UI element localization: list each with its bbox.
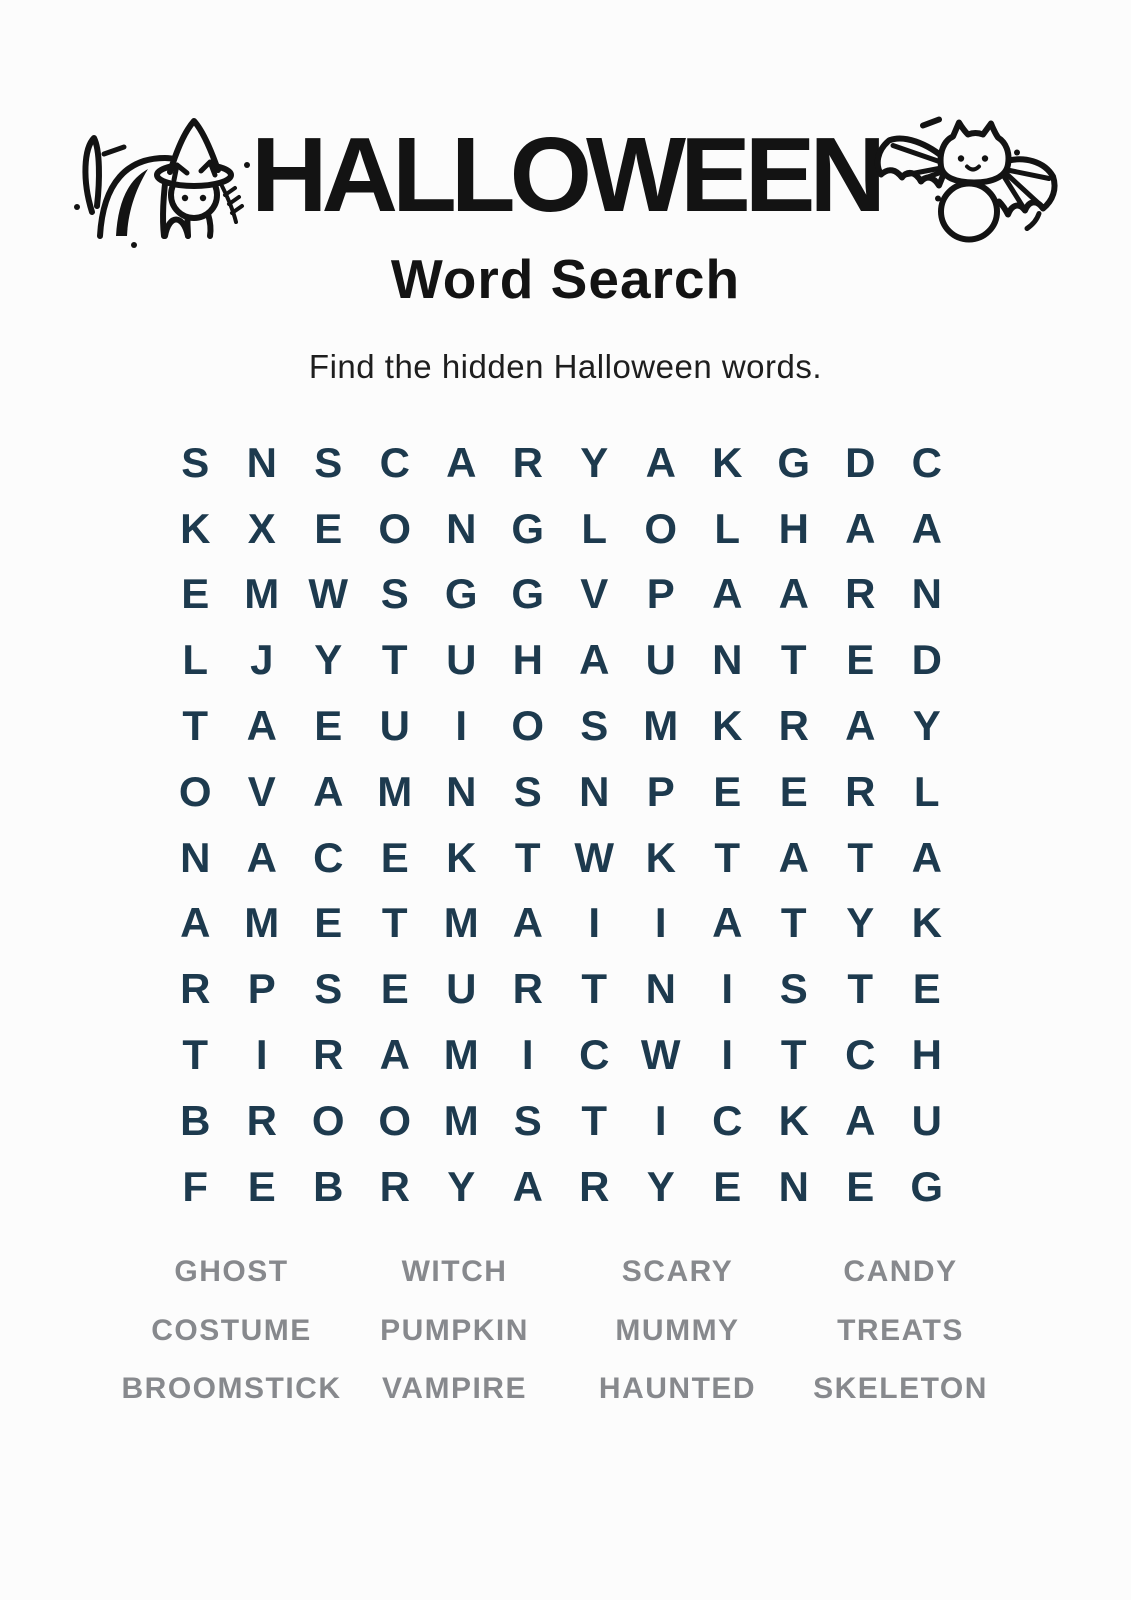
grid-cell: E — [713, 767, 742, 815]
grid-cell: O — [378, 504, 412, 552]
word-list-item: CANDY — [843, 1255, 958, 1289]
grid-cell: R — [180, 965, 211, 1013]
grid-cell: T — [780, 899, 807, 947]
grid-cell: U — [446, 965, 477, 1013]
grid-cell: P — [247, 965, 276, 1013]
grid-cell: E — [380, 965, 409, 1013]
grid-cell: A — [845, 1096, 876, 1144]
grid-cell: R — [246, 1096, 277, 1144]
instruction-text: Find the hidden Halloween words. — [308, 348, 823, 385]
word-list-item: GHOST — [174, 1255, 289, 1289]
grid-cell: M — [443, 1031, 479, 1079]
grid-cell: E — [779, 767, 808, 815]
grid-cell: W — [574, 833, 615, 881]
grid-cell: K — [712, 438, 743, 486]
grid-cell: O — [378, 1096, 412, 1144]
grid-cell: A — [911, 833, 942, 881]
grid-cell: A — [645, 438, 676, 486]
grid-cell: Y — [912, 702, 941, 750]
grid-cell: T — [381, 636, 408, 684]
grid-cell: G — [444, 570, 478, 618]
grid-cell: A — [712, 899, 743, 947]
grid-cell: W — [308, 570, 349, 618]
grid-cell: T — [581, 1096, 608, 1144]
word-list-item: SKELETON — [813, 1372, 988, 1406]
grid-cell: M — [643, 702, 679, 750]
grid-cell: A — [379, 1031, 410, 1079]
grid-cell: R — [512, 965, 543, 1013]
grid-cell: L — [182, 636, 209, 684]
grid-cell: T — [182, 1031, 209, 1079]
grid-cell: S — [314, 965, 343, 1013]
grid-cell: T — [581, 965, 608, 1013]
grid-cell: N — [778, 1162, 809, 1210]
grid-cell: O — [178, 767, 212, 815]
grid-cell: N — [911, 570, 942, 618]
grid-cell: C — [313, 833, 344, 881]
grid-cell: B — [313, 1162, 344, 1210]
grid-cell: K — [645, 833, 676, 881]
grid-cell: G — [511, 504, 545, 552]
grid-cell: N — [180, 833, 211, 881]
grid-cell: C — [911, 438, 942, 486]
grid-cell: T — [847, 833, 874, 881]
grid-cell: G — [910, 1162, 944, 1210]
grid-cell: A — [911, 504, 942, 552]
word-list-item: MUMMY — [615, 1313, 740, 1347]
grid-cell: E — [912, 965, 941, 1013]
grid-cell: N — [579, 767, 610, 815]
grid-cell: N — [645, 965, 676, 1013]
word-list-item: COSTUME — [151, 1313, 312, 1347]
grid-cell: U — [379, 702, 410, 750]
grid-cell: C — [712, 1096, 743, 1144]
word-list — [120, 1243, 1012, 1419]
grid-cell: E — [247, 1162, 276, 1210]
grid-cell: T — [182, 702, 209, 750]
grid-cell: F — [182, 1162, 209, 1210]
grid-cell: A — [712, 570, 743, 618]
grid-cell: A — [845, 504, 876, 552]
grid-cell: L — [913, 767, 940, 815]
grid-cell: C — [579, 1031, 610, 1079]
grid-cell: P — [646, 767, 675, 815]
grid-cell: I — [521, 1031, 534, 1079]
grid-cell: D — [845, 438, 876, 486]
grid-cell: X — [247, 504, 276, 552]
grid-cell: J — [250, 636, 274, 684]
grid-cell: A — [180, 899, 211, 947]
grid-cell: A — [246, 833, 277, 881]
word-list-item: PUMPKIN — [380, 1313, 529, 1347]
grid-cell: S — [580, 702, 609, 750]
grid-cell: E — [846, 1162, 875, 1210]
grid-cell: A — [778, 570, 809, 618]
grid-cell: A — [845, 702, 876, 750]
grid-cell: A — [313, 767, 344, 815]
grid-cell: L — [581, 504, 608, 552]
grid-cell: I — [721, 965, 734, 1013]
grid-cell: T — [780, 1031, 807, 1079]
grid-cell: N — [446, 504, 477, 552]
grid-cell: L — [714, 504, 741, 552]
grid-cell: E — [846, 636, 875, 684]
grid-cell: I — [455, 702, 468, 750]
grid-cell: R — [313, 1031, 344, 1079]
letter-grid — [162, 430, 960, 1220]
grid-cell: K — [712, 702, 743, 750]
grid-cell: R — [379, 1162, 410, 1210]
grid-cell: I — [721, 1031, 734, 1079]
grid-cell: N — [446, 767, 477, 815]
grid-cell: I — [588, 899, 601, 947]
grid-cell: Y — [447, 1162, 476, 1210]
grid-cell: B — [180, 1096, 211, 1144]
grid-cell: E — [314, 504, 343, 552]
grid-cell: K — [778, 1096, 809, 1144]
grid-cell: I — [255, 1031, 268, 1079]
grid-cell: E — [380, 833, 409, 881]
grid-cell: M — [244, 899, 280, 947]
grid-cell: M — [443, 1096, 479, 1144]
grid-cell: I — [654, 899, 667, 947]
grid-cell: W — [640, 1031, 681, 1079]
grid-cell: S — [513, 1096, 542, 1144]
grid-cell: S — [779, 965, 808, 1013]
grid-cell: N — [246, 438, 277, 486]
grid-cell: M — [443, 899, 479, 947]
grid-cell: H — [512, 636, 543, 684]
word-list-item: BROOMSTICK — [121, 1372, 342, 1406]
grid-cell: E — [314, 702, 343, 750]
grid-cell: H — [911, 1031, 942, 1079]
grid-cell: E — [314, 899, 343, 947]
word-list-item: HAUNTED — [598, 1372, 757, 1406]
grid-cell: A — [579, 636, 610, 684]
grid-cell: T — [847, 965, 874, 1013]
word-list-item: TREATS — [837, 1313, 964, 1347]
grid-cell: P — [646, 570, 675, 618]
page-title: HALLOWEEN — [250, 116, 881, 234]
grid-cell: E — [713, 1162, 742, 1210]
grid-cell: S — [513, 767, 542, 815]
grid-cell: Y — [314, 636, 343, 684]
bat-icon — [865, 112, 1065, 252]
grid-cell: O — [511, 702, 545, 750]
grid-cell: C — [379, 438, 410, 486]
grid-cell: A — [512, 899, 543, 947]
grid-cell: S — [181, 438, 210, 486]
grid-cell: K — [180, 504, 211, 552]
grid-cell: H — [778, 504, 809, 552]
grid-cell: U — [911, 1096, 942, 1144]
grid-cell: A — [446, 438, 477, 486]
word-list-item: WITCH — [401, 1255, 508, 1289]
grid-cell: S — [314, 438, 343, 486]
grid-cell: N — [712, 636, 743, 684]
grid-cell: U — [645, 636, 676, 684]
grid-cell: M — [244, 570, 280, 618]
grid-cell: R — [845, 570, 876, 618]
grid-cell: A — [246, 702, 277, 750]
grid-cell: K — [911, 899, 942, 947]
grid-cell: I — [654, 1096, 667, 1144]
grid-cell: T — [780, 636, 807, 684]
grid-cell: Y — [580, 438, 609, 486]
word-list-item: SCARY — [621, 1255, 734, 1289]
grid-cell: R — [845, 767, 876, 815]
grid-cell: O — [311, 1096, 345, 1144]
grid-cell: Y — [646, 1162, 675, 1210]
grid-cell: S — [380, 570, 409, 618]
grid-cell: V — [580, 570, 609, 618]
grid-cell: U — [446, 636, 477, 684]
grid-cell: G — [777, 438, 811, 486]
grid-cell: T — [514, 833, 541, 881]
grid-cell: T — [714, 833, 741, 881]
page-subtitle: Word Search — [390, 248, 741, 310]
grid-cell: R — [579, 1162, 610, 1210]
grid-cell: R — [512, 438, 543, 486]
word-list-item: VAMPIRE — [382, 1372, 527, 1406]
grid-cell: R — [778, 702, 809, 750]
grid-cell: D — [911, 636, 942, 684]
grid-cell: A — [512, 1162, 543, 1210]
grid-cell: Y — [846, 899, 875, 947]
grid-cell: E — [181, 570, 210, 618]
grid-cell: T — [381, 899, 408, 947]
grid-cell: K — [446, 833, 477, 881]
grid-cell: O — [644, 504, 678, 552]
grid-cell: A — [778, 833, 809, 881]
grid-cell: C — [845, 1031, 876, 1079]
grid-cell: V — [247, 767, 276, 815]
grid-cell: G — [511, 570, 545, 618]
grid-cell: M — [377, 767, 413, 815]
